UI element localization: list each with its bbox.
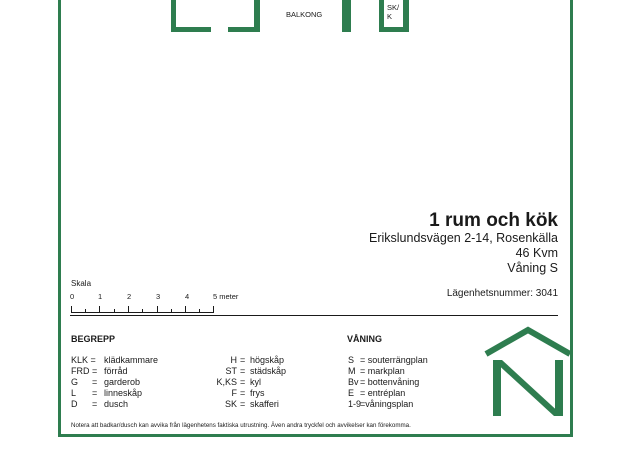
divider xyxy=(70,315,558,316)
floors-heading: VÅNING xyxy=(347,334,383,344)
house-roof-n-icon xyxy=(483,326,573,418)
term-code: G xyxy=(71,377,79,387)
floor-code: 1-9 xyxy=(348,399,362,409)
term-code: FRD = xyxy=(71,366,98,376)
term-code: F xyxy=(231,388,237,398)
term-desc: städskåp xyxy=(250,366,287,376)
listing-title: 1 rum och kök xyxy=(429,210,558,231)
term-eq: = xyxy=(240,388,246,398)
term-desc: högskåp xyxy=(250,355,285,365)
term-code: SK xyxy=(224,399,237,409)
term-eq: = xyxy=(92,377,98,387)
term-eq: = xyxy=(240,366,246,376)
term-eq: = xyxy=(92,388,98,398)
term-code: KLK = xyxy=(71,355,96,365)
term-code: ST xyxy=(225,366,237,376)
floorplan-wall xyxy=(342,0,351,32)
scale-tick-label: 2 xyxy=(127,292,132,301)
floorplan-wall xyxy=(403,0,409,32)
room-label-balcony: BALKONG xyxy=(286,10,323,19)
term-desc: klädkammare xyxy=(104,355,159,365)
floorplan-wall xyxy=(171,27,211,32)
term-eq: = xyxy=(240,399,246,409)
floor-code: M xyxy=(348,366,356,376)
scale-tick-label: 5 meter xyxy=(213,292,239,301)
term-desc: frys xyxy=(250,388,265,398)
scale-tick-label: 1 xyxy=(98,292,103,301)
term-code: L xyxy=(71,388,77,398)
scale-tick-label: 4 xyxy=(185,292,190,301)
term-desc: linneskåp xyxy=(104,388,143,398)
floor-code: E xyxy=(348,388,355,398)
floor-desc: = bottenvåning xyxy=(360,377,420,387)
scale-tick-label: 3 xyxy=(156,292,161,301)
term-code: K,KS xyxy=(216,377,237,387)
floor-desc: = entréplan xyxy=(360,388,406,398)
apartment-number: Lägenhetsnummer: 3041 xyxy=(446,288,558,299)
floorplan-wall xyxy=(228,27,260,32)
floor-code: S xyxy=(348,355,355,365)
footer-note: Notera att badkar/dusch kan avvika från lägenhetens faktiska utrustning. Även andra tryckfel och avvikelser kan förekomma. xyxy=(71,422,411,429)
floor-desc: = markplan xyxy=(360,366,405,376)
term-desc: kyl xyxy=(250,377,261,387)
floor-code: Bv xyxy=(348,377,359,387)
term-eq: = xyxy=(92,399,98,409)
listing-floor: Våning S xyxy=(507,261,558,275)
term-desc: skafferi xyxy=(250,399,279,409)
term-desc: förråd xyxy=(104,366,128,376)
scale-bar xyxy=(71,306,214,313)
house-roof-n-logo xyxy=(483,326,573,418)
term-eq: = xyxy=(240,377,246,387)
scale-label: Skala xyxy=(71,279,92,288)
term-desc: dusch xyxy=(104,399,129,409)
floor-desc: =våningsplan xyxy=(360,399,414,409)
scale-tick-label: 0 xyxy=(70,292,75,301)
term-eq: = xyxy=(240,355,246,365)
floor-desc: = souterrängplan xyxy=(360,355,428,365)
term-code: H xyxy=(230,355,237,365)
room-label-pantry: SK/ K xyxy=(387,3,400,21)
term-desc: garderob xyxy=(104,377,141,387)
listing-area: 46 Kvm xyxy=(515,246,558,260)
terms-heading: BEGREPP xyxy=(71,334,116,344)
listing-address: Erikslundsvägen 2-14, Rosenkälla xyxy=(369,231,558,245)
term-code: D xyxy=(71,399,78,409)
